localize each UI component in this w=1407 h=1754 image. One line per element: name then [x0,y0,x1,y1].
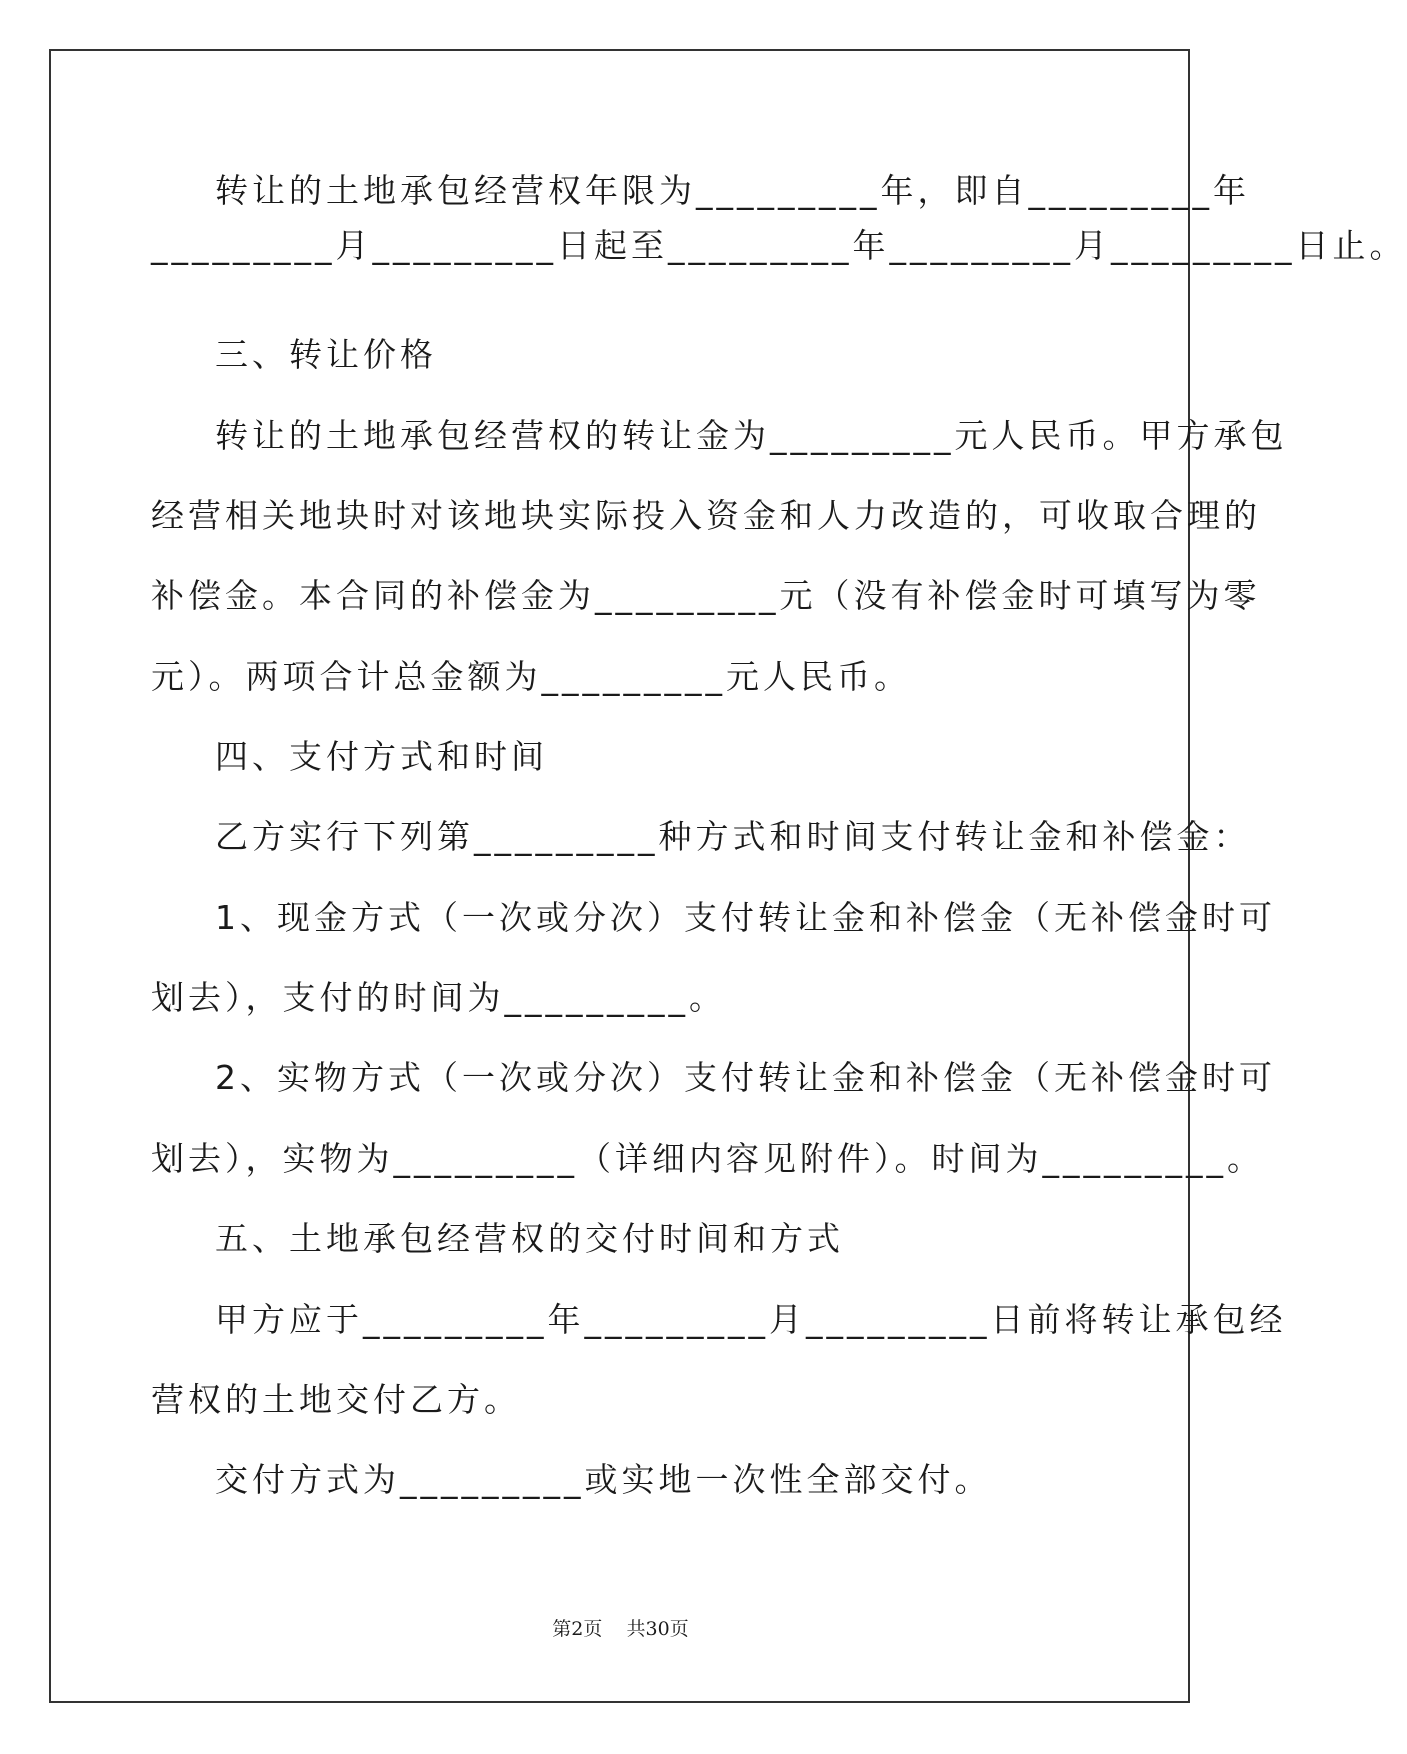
paragraph-line: 补偿金。本合同的补偿金为_________元（没有补偿金时可填写为零 [151,576,1261,615]
paragraph-line: 划去），支付的时间为_________。 [151,978,726,1017]
paragraph-line: 经营相关地块时对该地块实际投入资金和人力改造的，可收取合理的 [151,496,1261,535]
paragraph-line: 营权的土地交付乙方。 [151,1380,521,1419]
section-heading: 五、土地承包经营权的交付时间和方式 [215,1219,844,1258]
section-heading: 三、转让价格 [215,335,437,374]
page-number-footer: 第2页 共30页 [552,1618,689,1640]
paragraph-line: 转让的土地承包经营权年限为_________年，即自_________年 [215,171,1250,210]
paragraph-line: 甲方应于_________年_________月_________日前将转让承包经 [215,1300,1287,1339]
paragraph-line: 元）。两项合计总金额为_________元人民币。 [151,657,911,696]
page-border [49,49,1190,1703]
paragraph-line: 划去），实物为_________（详细内容见附件）。时间为_________。 [151,1139,1264,1178]
paragraph-line: 交付方式为_________或实地一次性全部交付。 [215,1460,992,1499]
paragraph-line: 乙方实行下列第_________种方式和时间支付转让金和补偿金： [215,817,1251,856]
section-heading: 四、支付方式和时间 [215,737,548,776]
paragraph-line: 2、实物方式（一次或分次）支付转让金和补偿金（无补偿金时可 [215,1058,1276,1097]
paragraph-line: _________月_________日起至_________年_________月_________日止。 [151,226,1407,265]
paragraph-line: 转让的土地承包经营权的转让金为_________元人民币。甲方承包 [215,416,1288,455]
paragraph-line: 1、现金方式（一次或分次）支付转让金和补偿金（无补偿金时可 [215,898,1276,937]
